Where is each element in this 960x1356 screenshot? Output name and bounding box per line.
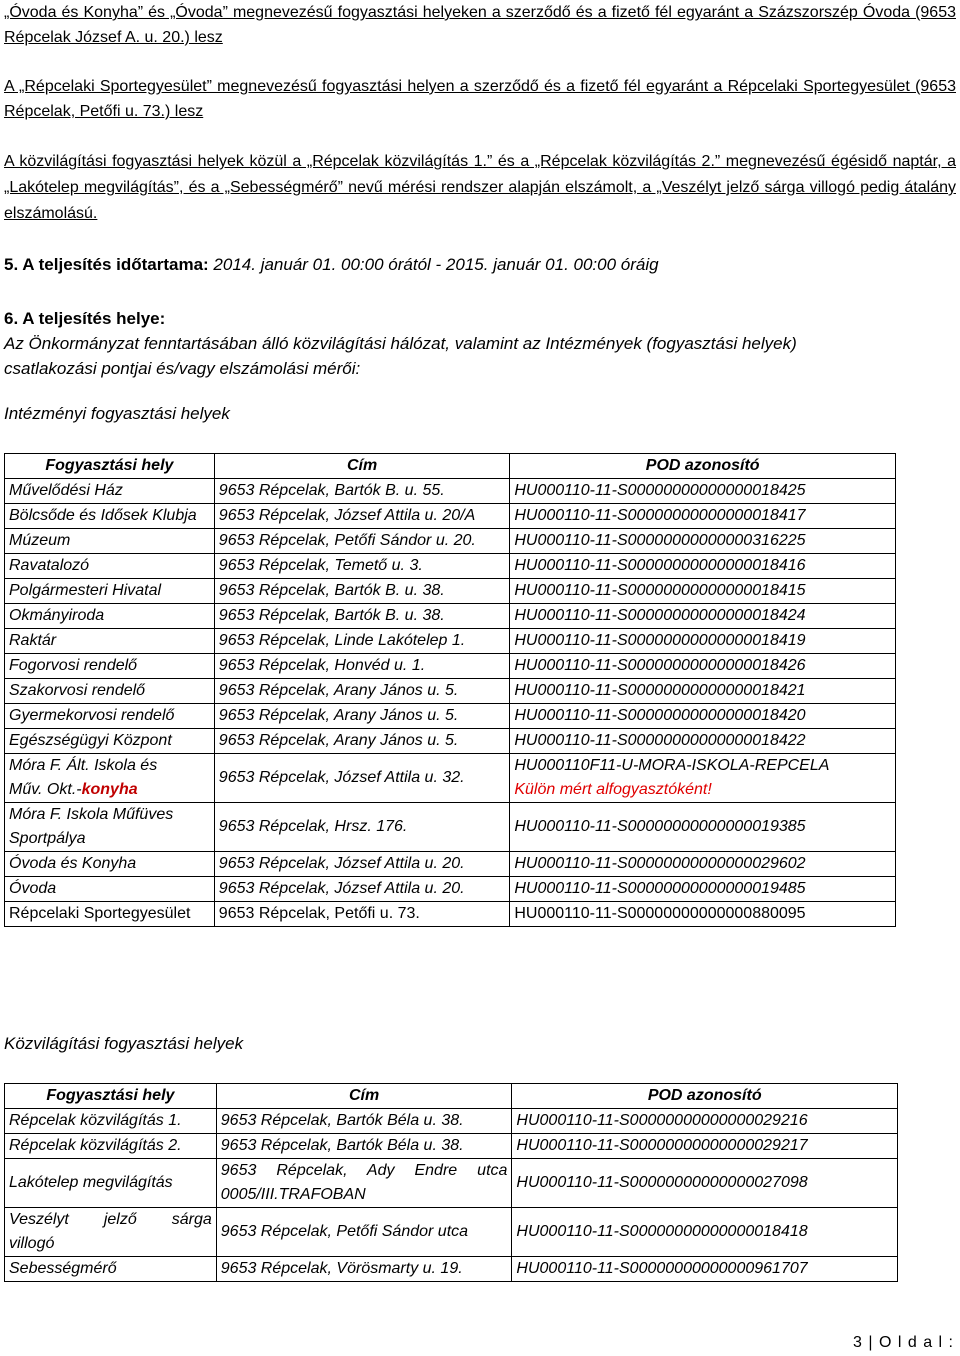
column-header: Fogyasztási hely [5,454,215,479]
table-row [5,554,896,579]
address-cell: 9653 Répcelak, Hrsz. 176. [214,803,510,852]
place-cell: Móra F. Iskola Műfüves Sportpálya [5,803,215,852]
pod-cell: HU000110-11-S00000000000000029602 [510,852,896,877]
table-row [5,1257,898,1282]
pod-cell: HU000110-11-S00000000000000018425 [510,479,896,504]
table-row [5,902,896,927]
place-cell: Ravatalozó [5,554,215,579]
pod-cell: HU000110-11-S00000000000000027098 [512,1159,898,1208]
address-cell: 9653 Répcelak, Arany János u. 5. [214,729,510,754]
place-cell [5,1208,217,1257]
place-cell: Répcelak közvilágítás 1. [5,1109,217,1134]
place-cell: Répcelak közvilágítás 2. [5,1134,217,1159]
table-row [5,479,896,504]
paragraph-ovoda-payer: „Óvoda és Konyha” és „Óvoda” megnevezésű fogyasztási helyeken a szerződő és a fizető fél egyaránt a Százszorszép Óvoda (9653 Répcelak József A. u. 20.) lesz [4,4,956,46]
footer-separator: | [862,1334,879,1351]
page-label: O l d a l : [878,1334,954,1351]
address-line: 0005/III.TRAFOBAN [220,1186,366,1203]
place-line: villogó [9,1235,55,1252]
table-row [5,729,896,754]
institutional-title: Intézményi fogyasztási helyek [4,404,230,423]
place-cell: Múzeum [5,529,215,554]
streetlight-table [4,1083,898,1282]
place-cell: Répcelaki Sportegyesület [5,902,215,927]
table-row [5,1159,898,1208]
pod-cell: HU000110-11-S00000000000000880095 [510,902,896,927]
address-cell: 9653 Répcelak, Petőfi u. 73. [214,902,510,927]
page-footer [853,1334,954,1352]
pod-cell: HU000110-11-S00000000000000018417 [510,504,896,529]
place-cell: Okmányiroda [5,604,215,629]
address-line: 9653 Répcelak, Ady Endre utca [220,1162,508,1179]
pod-cell: HU000110-11-S00000000000000018416 [510,554,896,579]
institutional-table [4,453,896,927]
place-cell: Óvoda [5,877,215,902]
section-6-line1: Az Önkormányzat fenntartásában álló közvilágítási hálózat, valamint az Intézmények (fogyasztási helyek) [4,334,797,353]
address-cell: 9653 Répcelak, József Attila u. 20. [214,852,510,877]
pod-cell: HU000110-11-S00000000000000018421 [510,679,896,704]
table-row [5,803,896,852]
pod-cell: HU000110-11-S00000000000000019385 [510,803,896,852]
address-cell: 9653 Répcelak, József Attila u. 32. [214,754,510,803]
column-header: Fogyasztási hely [5,1084,217,1109]
pod-note: Külön mért alfogyasztóként! [514,781,712,798]
place-cell: Polgármesteri Hivatal [5,579,215,604]
address-cell [216,1159,512,1208]
pod-cell: HU000110-11-S00000000000000018415 [510,579,896,604]
place-cell: Fogorvosi rendelő [5,654,215,679]
section-6-line2: csatlakozási pontjai és/vagy elszámolási mérői: [4,359,361,378]
place-cell: Egészségügyi Központ [5,729,215,754]
address-cell: 9653 Répcelak, Linde Lakótelep 1. [214,629,510,654]
pod-cell: HU000110-11-S00000000000000019485 [510,877,896,902]
address-cell: 9653 Répcelak, Vörösmarty u. 19. [216,1257,512,1282]
address-cell: 9653 Répcelak, József Attila u. 20/A [214,504,510,529]
pod-cell: HU000110-11-S00000000000000316225 [510,529,896,554]
place-cell: Gyermekorvosi rendelő [5,704,215,729]
address-cell: 9653 Répcelak, Bartók B. u. 55. [214,479,510,504]
address-cell: 9653 Répcelak, Arany János u. 5. [214,704,510,729]
paragraph-sport-payer: A „Répcelaki Sportegyesület” megnevezésű fogyasztási helyen a szerződő és a fizető fél egyaránt a Répcelaki Sportegyesület (9653 Répcelak, Petőfi u. 73.) lesz [4,78,956,120]
table-row [5,1134,898,1159]
address-cell: 9653 Répcelak, Arany János u. 5. [214,679,510,704]
address-cell: 9653 Répcelak, Petőfi Sándor u. 20. [214,529,510,554]
streetlight-title: Közvilágítási fogyasztási helyek [4,1034,244,1053]
place-cell: Bölcsőde és Idősek Klubja [5,504,215,529]
highlighted-konyha: konyha [81,781,138,798]
table-row [5,654,896,679]
address-cell: 9653 Répcelak, Temető u. 3. [214,554,510,579]
address-cell: 9653 Répcelak, Bartók Béla u. 38. [216,1134,512,1159]
table-row [5,852,896,877]
pod-cell: HU000110F11-U-MORA-ISKOLA-REPCELA Külön mért alfogyasztóként! [510,754,896,803]
table-row [5,504,896,529]
section-5-duration [4,252,659,277]
place-line: Veszélyt jelző sárga [9,1211,212,1228]
table-header-row [5,454,896,479]
address-cell: 9653 Répcelak, Bartók Béla u. 38. [216,1109,512,1134]
table-row [5,1208,898,1257]
table-row [5,877,896,902]
address-cell: 9653 Répcelak, Honvéd u. 1. [214,654,510,679]
place-cell [5,754,215,803]
table-header-row [5,1084,898,1109]
pod-cell: HU000110-11-S00000000000000018422 [510,729,896,754]
place-cell: Raktár [5,629,215,654]
column-header: POD azonosító [510,454,896,479]
table-row [5,754,896,803]
table-row [5,629,896,654]
page-number: 3 [853,1334,863,1351]
pod-cell: HU000110-11-S00000000000000961707 [512,1257,898,1282]
table-row [5,679,896,704]
place-cell: Lakótelep megvilágítás [5,1159,217,1208]
place-line: Móra F. Ált. Iskola és [9,757,158,774]
table-row [5,1109,898,1134]
pod-cell: HU000110-11-S00000000000000029217 [512,1134,898,1159]
pod-cell: HU000110-11-S00000000000000018420 [510,704,896,729]
address-cell: 9653 Répcelak, Petőfi Sándor utca [216,1208,512,1257]
place-cell: Művelődési Ház [5,479,215,504]
column-header: Cím [216,1084,512,1109]
place-line: Műv. Okt.-konyha [9,781,138,798]
section-5-value: 2014. január 01. 00:00 órától - 2015. január 01. 00:00 óráig [208,255,659,274]
paragraph-streetlight-billing: A közvilágítási fogyasztási helyek közül a „Répcelak közvilágítás 1.” és a „Répcelak közvilágítás 2.” megnevezésű égésidő naptár, a „Lakótelep megvilágítás”, és a „Sebességmérő” nevű mérési rendszer alapján elszámolt, a „Veszélyt jelző sárga villogó pedig átalány elszámolású. [4,153,956,222]
column-header: POD azonosító [512,1084,898,1109]
table-row [5,579,896,604]
pod-cell: HU000110-11-S00000000000000018424 [510,604,896,629]
table-row [5,704,896,729]
section-6-label: 6. A teljesítés helye: [4,309,166,328]
pod-cell: HU000110-11-S00000000000000018426 [510,654,896,679]
pod-cell: HU000110-11-S00000000000000018418 [512,1208,898,1257]
table-row [5,604,896,629]
place-cell: Sebességmérő [5,1257,217,1282]
address-cell: 9653 Répcelak, Bartók B. u. 38. [214,604,510,629]
pod-cell: HU000110-11-S00000000000000018419 [510,629,896,654]
table-row [5,529,896,554]
address-cell: 9653 Répcelak, József Attila u. 20. [214,877,510,902]
pod-cell: HU000110-11-S00000000000000029216 [512,1109,898,1134]
place-cell: Óvoda és Konyha [5,852,215,877]
address-cell: 9653 Répcelak, Bartók B. u. 38. [214,579,510,604]
place-cell: Szakorvosi rendelő [5,679,215,704]
section-5-label: 5. A teljesítés időtartama: [4,255,209,274]
column-header: Cím [214,454,510,479]
